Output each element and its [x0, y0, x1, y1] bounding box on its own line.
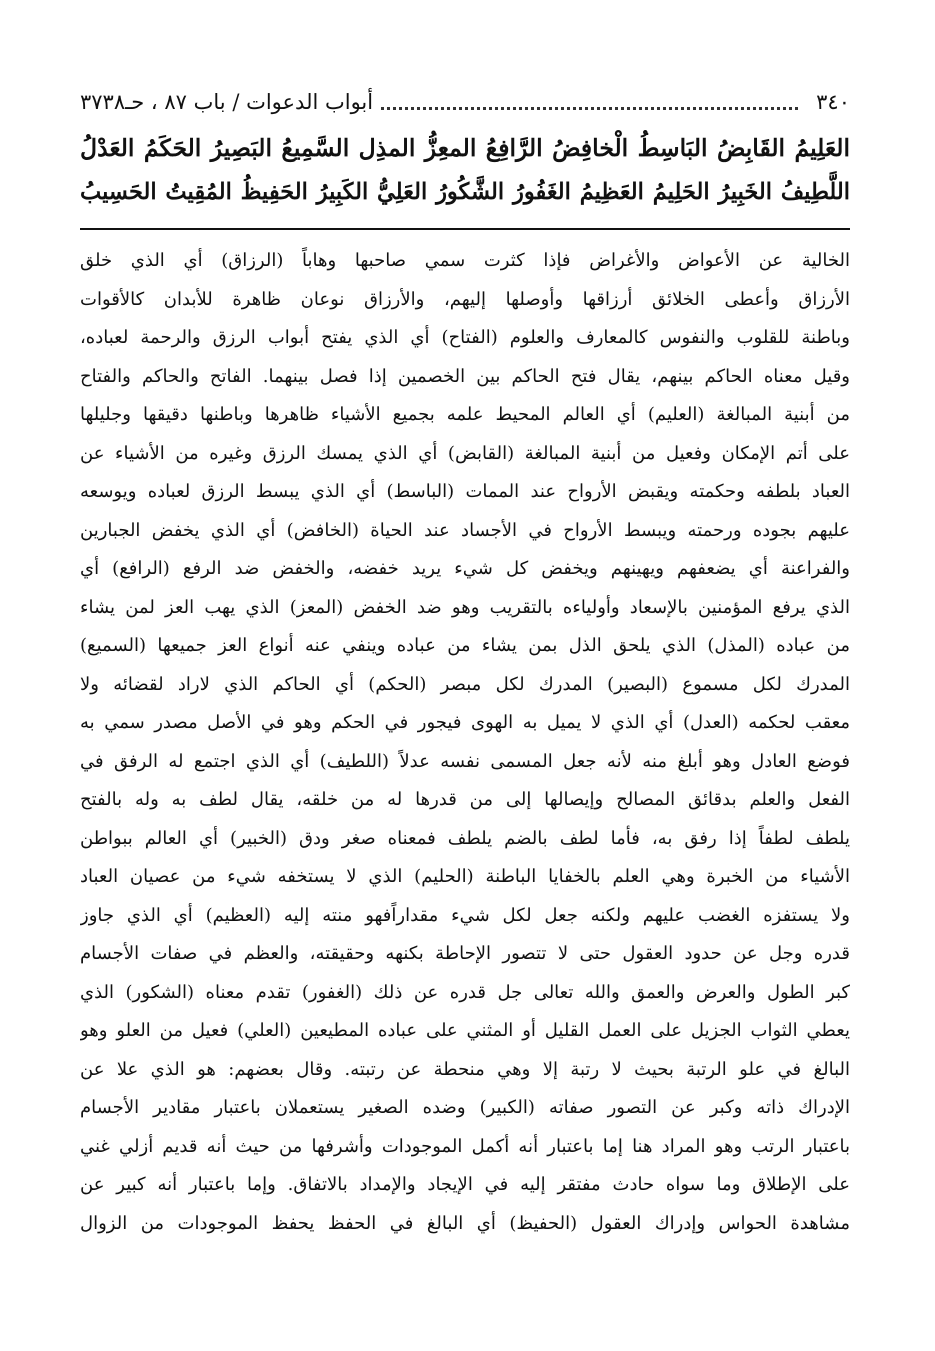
text-line: وباطنة للقلوب والنفوس كالمعارف والعلوم (الفتاح) أي الذي يفتح أبواب الرزق والرحمة لعباده،: [80, 327, 850, 348]
text-line: يعطي الثواب الجزيل على العمل القليل أو المثني على عباده المطيعين (العلي) فعيل من العلو وهو: [80, 1020, 850, 1041]
text-line: كبر الطول والعرض والعمق والله تعالى جل قدره عن ذلك (الغفور) تقدم معناه (الشكور) الذي: [80, 981, 850, 1003]
text-line: معقب لحكمه (العدل) أي الذي لا يميل به الهوى فيجور في الحكم وهو في الأصل مصدر سمي به: [80, 712, 850, 733]
text-line: الذي يرفع المؤمنين بالإسعاد وأولياءه بالتقريب وهو ضد الخفض (المعز) الذي يهب العز لمن يشاء: [80, 596, 850, 618]
divine-names-block: [80, 126, 850, 214]
text-line: من عباده (المذل) الذي يلحق الذل بمن يشاء من عباده وينفي عنه أنواع العز جميعها (السميع): [80, 635, 850, 656]
text-line: والفراعنة أي يضعفهم ويهينهم ويخفض كل شيء يريد خفضه، والخفض ضد الرفع (الرافع) أي: [80, 558, 850, 579]
text-line: ولا يستفزه الغضب عليهم ولكنه جعل لكل شيء مقداراًفهو منته إليه (العظيم) أي الذي جاوز: [80, 904, 850, 926]
text-line: فوضع العادل وهو أبلغ منه لأنه جعل المسمى نفسه عدلاً (اللطيف) أي الذي اجتمع له الرفق في: [80, 750, 850, 772]
text-line: على الإطلاق وما سواه حادث مفتقر إليه في الإيجاد والإمداد بالاتفاق. وإما باعتبار أنه كبير عن: [80, 1174, 850, 1195]
leader-dots: [381, 107, 798, 110]
text-line: الأرزاق وأعطى الخلائق أرزاقها وأوصلها إليهم، والأرزاق نوعان ظاهرة للأبدان كالأقوات: [80, 288, 850, 310]
text-line: البالغ في علو الرتبة بحيث لا رتبة إلا وهي منحطة عن رتبته. وقال بعضهم: هو الذي علا عن: [80, 1058, 850, 1080]
text-line: الفعل والعلم بدقائق المصالح وإيصالها إلى من قدرها له من خلقه، يقال لطف به وله بالفتح: [80, 789, 850, 810]
running-title: أبواب الدعوات / باب ٨٧ ، حـ٣٧٣٨: [80, 90, 374, 114]
names-line: اللَّطِيفُ الخَبِيرُ الحَلِيمُ العَظِيمُ الغَفُورُ الشَّكُورُ العَلِيُّ الكَبِيرُ الحَفِيظُ المُقِيتُ الحَسِيبُ: [80, 179, 850, 205]
text-line: مشاهدة الحواس وإدراك العقول (الحفيظ) أي البالغ في الحفظ يحفظ الموجودات من الزوال: [80, 1212, 850, 1234]
text-line: باعتبار الرتب وهو المراد هنا إما باعتبار أنه أكمل الموجودات وأشرفها من حيث أنه قديم أزلي غني: [80, 1135, 850, 1157]
commentary-text: [80, 242, 850, 1243]
text-line: يلطف لطفاً إذا رفق به، فأما لطف بالضم يلطف فمعناه صغر ودق (الخبير) أي العالم ببواطن: [80, 827, 850, 849]
running-header: [80, 84, 850, 120]
text-line: الأشياء من الخبرة وهي العلم بالخفايا الباطنة (الحليم) الذي لا يستخفه شيء من عصيان العباد: [80, 866, 850, 887]
text-line: وقيل معناه الحاكم بينهم، يقال فتح الحاكم بين الخصمين إذا فصل بينهما. الفاتح والحاكم والفتاح: [80, 365, 850, 387]
names-line: العَلِيمُ القَابِضُ البَاسِطُ الْخافِضُ الرَّافِعُ المعِزُّ المذِل السَّمِيعُ البَصِيرُ الحَكَمُ العَدْلُ: [80, 134, 850, 162]
text-line: على أتم الإمكان وفعيل من أبنية المبالغة (القابض) أي الذي يمسك الرزق وغيره من الأشياء عن: [80, 442, 850, 464]
text-line: الإدراك ذاته وكبر عن التصور صفاته (الكبير) وضده الصغير يستعملان باعتبار مقادير الأجسام: [80, 1097, 850, 1118]
page-number: ٣٤٠: [816, 90, 850, 114]
text-line: المدرك لكل مسموع (البصير) المدرك لكل مبصر (الحكم) أي الحاكم الذي لاراد لقضائه ولا: [80, 673, 850, 695]
text-line: من أبنية المبالغة (العليم) أي العالم المحيط علمه بجميع الأشياء ظاهرها وباطنها دقيقها وجليلها: [80, 404, 850, 425]
text-line: الخالية عن الأعواض والأغراض فإذا كثرت سمي صاحبها وهاباً (الرزاق) أي الذي خلق: [80, 250, 850, 271]
text-line: العباد بلطفه وحكمته ويقبض الأرواح عند الممات (الباسط) أي الذي يبسط الرزق لعباده ويوسعه: [80, 481, 850, 502]
separator-rule: [80, 228, 850, 230]
text-line: قدره وجل عن حدود العقول حتى لا تتصور الإحاطة بكنهه وحقيقته، والعظم في صفات الأجسام: [80, 943, 850, 964]
text-line: عليهم بجوده ورحمته ويبسط الأرواح في الأجساد عند الحياة (الخافض) أي الذي يخفض الجبارين: [80, 519, 850, 541]
